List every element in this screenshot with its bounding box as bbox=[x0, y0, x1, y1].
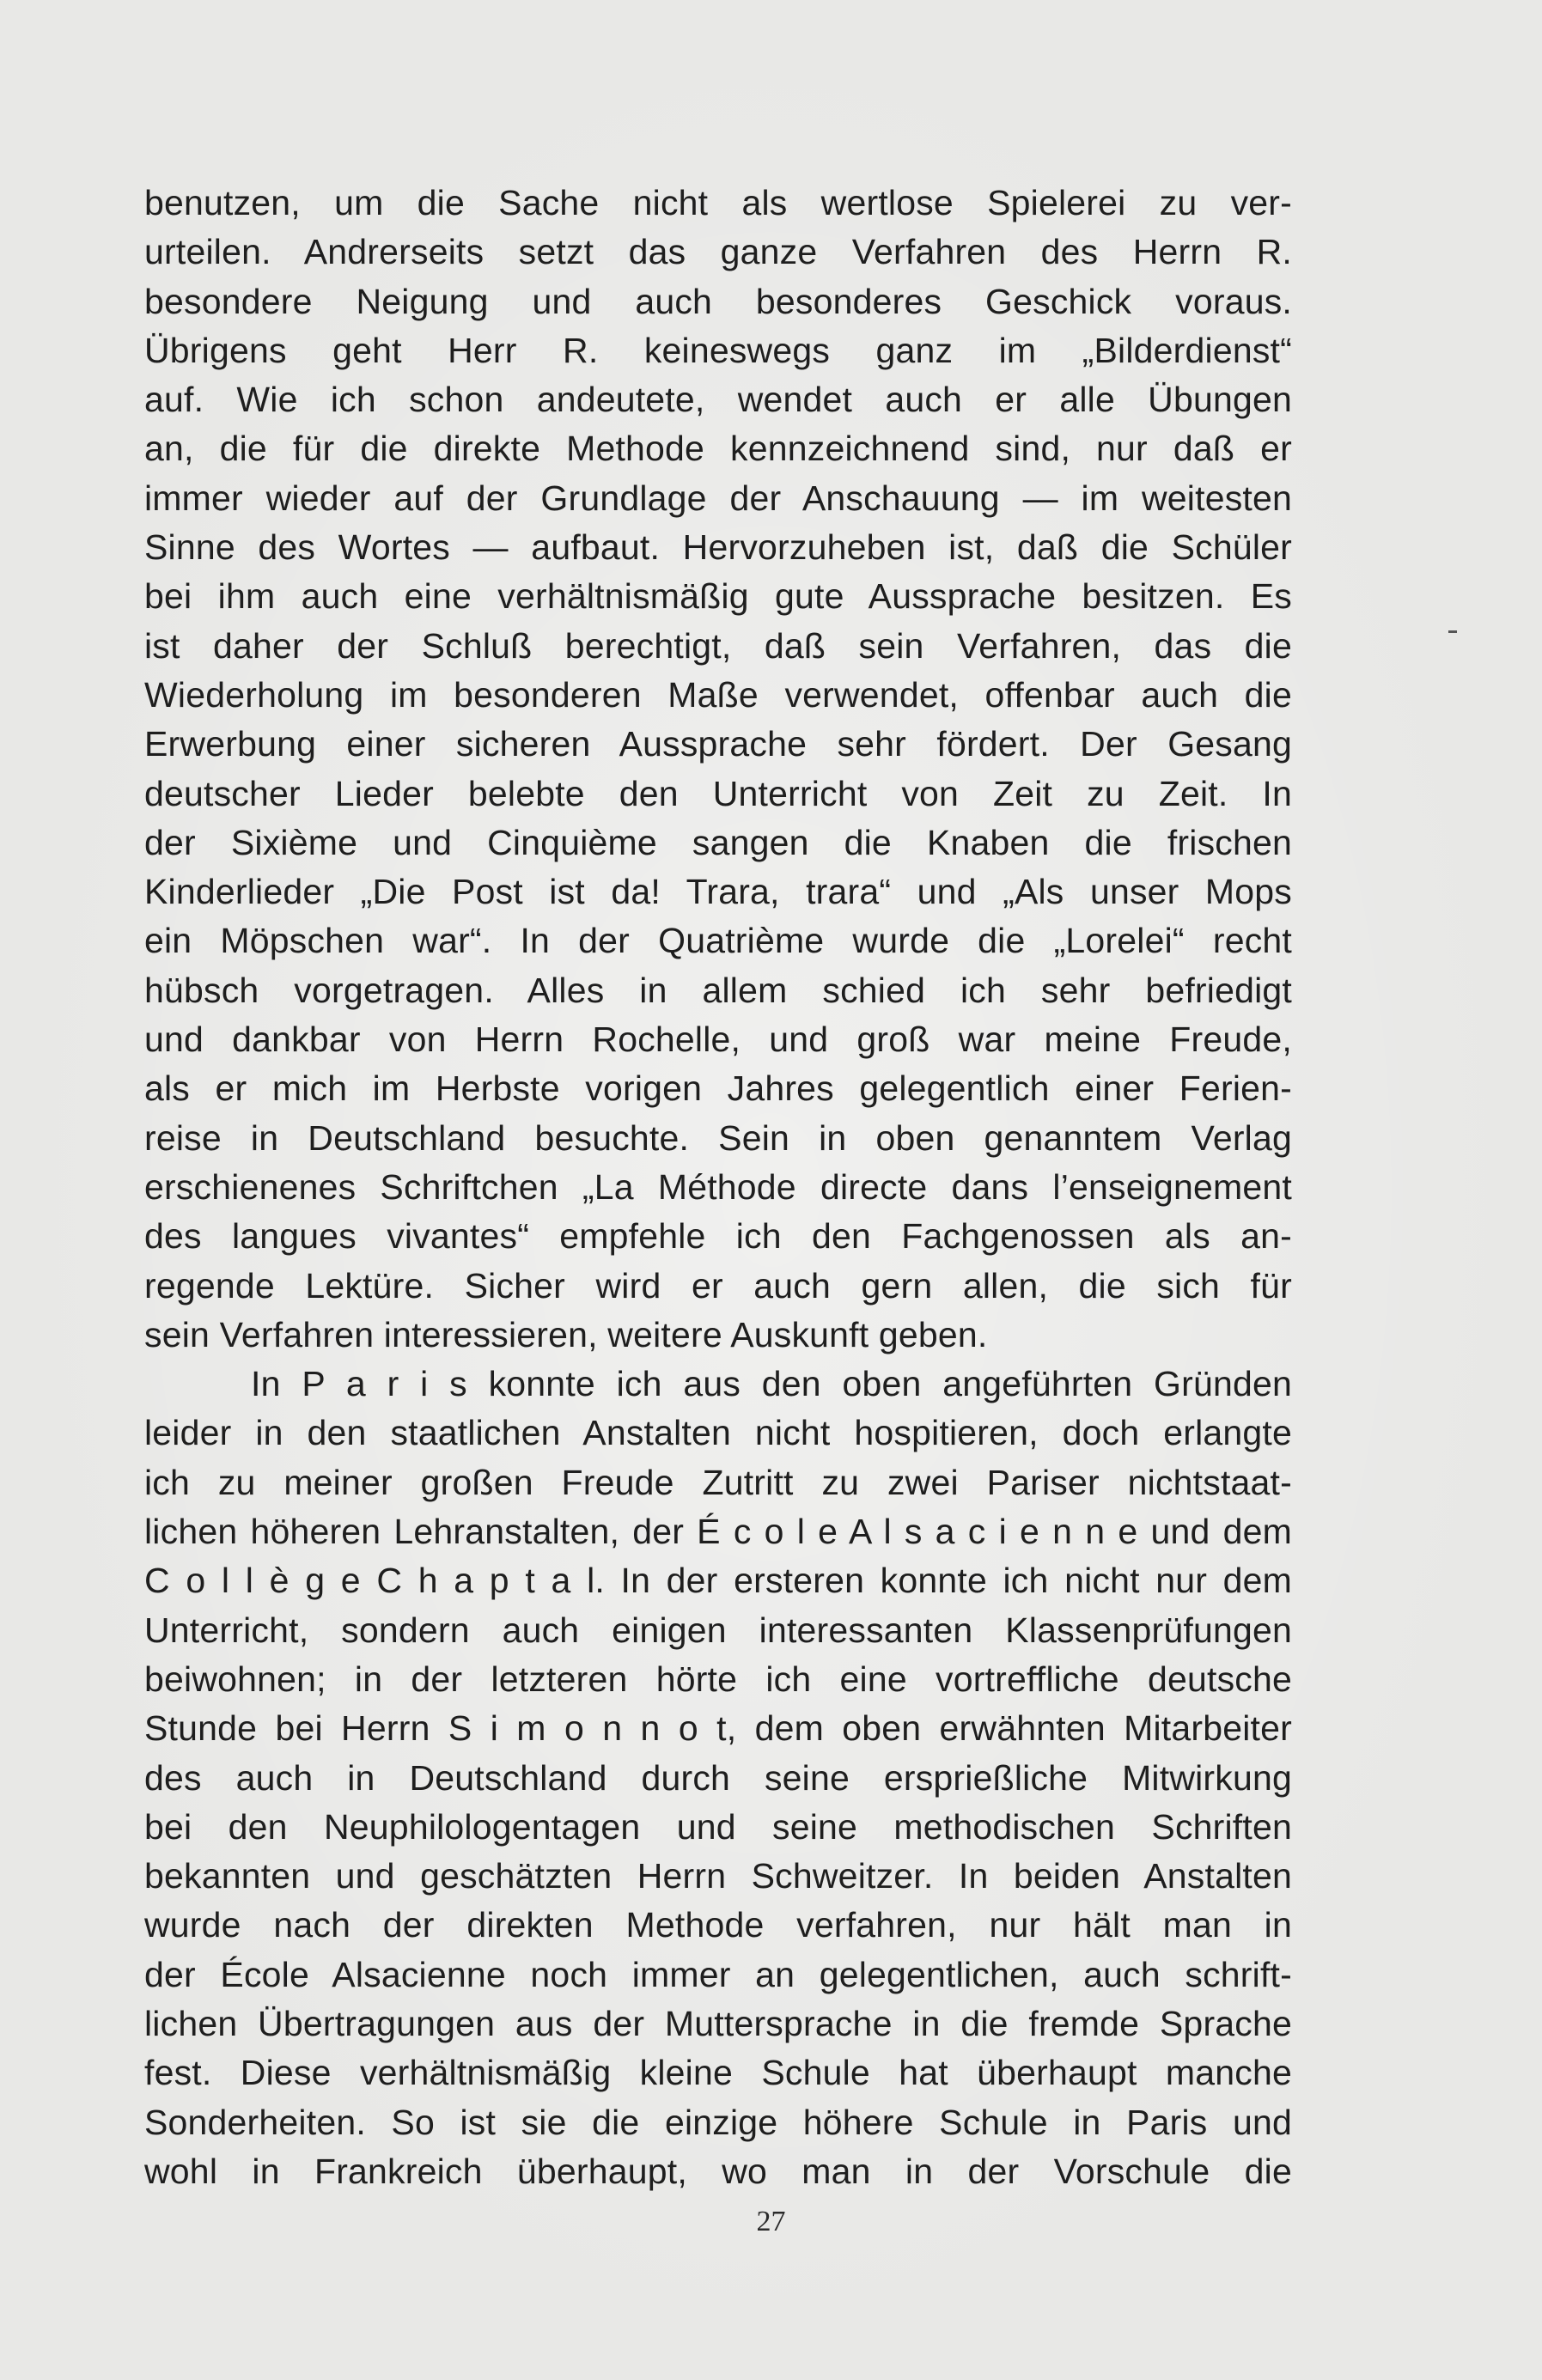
text-line: besondere Neigung und auch besonderes Geschick voraus. bbox=[144, 281, 1292, 321]
text-line: des auch in Deutschland durch seine ersprießliche Mitwirkung bbox=[144, 1757, 1292, 1798]
text-line: Übrigens geht Herr R. keineswegs ganz im „Bilderdienst“ bbox=[144, 330, 1292, 370]
text-line: Erwerbung einer sicheren Aussprache sehr fördert. Der Gesang bbox=[144, 724, 1292, 764]
page-number: 27 bbox=[756, 2206, 786, 2237]
text-line: ist daher der Schluß berechtigt, daß sein Verfahren, das die bbox=[144, 625, 1292, 666]
text-line: urteilen. Andrerseits setzt das ganze Verfahren des Herrn R. bbox=[144, 232, 1292, 272]
text-line: als er mich im Herbste vorigen Jahres gelegentlich einer Ferien- bbox=[144, 1068, 1292, 1109]
text-line: Unterricht, sondern auch einigen interessanten Klassenprüfungen bbox=[144, 1610, 1292, 1650]
text-line: lichen Übertragungen aus der Muttersprache in die fremde Sprache bbox=[144, 2003, 1292, 2043]
text-line: der École Alsacienne noch immer an gelegentlichen, auch schrift- bbox=[144, 1954, 1292, 1994]
text-line: leider in den staatlichen Anstalten nicht hospitieren, doch erlangte bbox=[144, 1413, 1292, 1453]
text-line: ich zu meiner großen Freude Zutritt zu zwei Pariser nichtstaat- bbox=[144, 1462, 1292, 1502]
text-line: und dankbar von Herrn Rochelle, und groß war meine Freude, bbox=[144, 1020, 1292, 1060]
text-line: deutscher Lieder belebte den Unterricht von Zeit zu Zeit. In bbox=[144, 773, 1292, 813]
text-line: beiwohnen; in der letzteren hörte ich eine vortreffliche deutsche bbox=[144, 1659, 1292, 1699]
text-line: benutzen, um die Sache nicht als wertlose Spielerei zu ver- bbox=[144, 183, 1292, 222]
paragraph bbox=[144, 179, 1292, 1360]
text-line: der Sixième und Cinquième sangen die Knaben die frischen bbox=[144, 822, 1292, 862]
text-line: Sonderheiten. So ist sie die einzige höhere Schule in Paris und bbox=[144, 2102, 1292, 2142]
text-line: an, die für die direkte Methode kennzeichnend sind, nur daß er bbox=[144, 429, 1292, 469]
text-line: lichen höheren Lehranstalten, der É c o l e A l s a c i e n n e und dem bbox=[144, 1512, 1292, 1552]
text-line: Kinderlieder „Die Post ist da! Trara, trara“ und „Als unser Mops bbox=[144, 872, 1292, 912]
text-line: reise in Deutschland besuchte. Sein in oben genanntem Verlag bbox=[144, 1117, 1292, 1158]
text-line: C o l l è g e C h a p t a l. In der ersteren konnte ich nicht nur dem bbox=[144, 1561, 1292, 1601]
text-line: erschienenes Schriftchen „La Méthode directe dans l’enseignement bbox=[144, 1166, 1292, 1207]
text-line: Sinne des Wortes — aufbaut. Hervorzuheben ist, daß die Schüler bbox=[144, 527, 1292, 568]
text-line: immer wieder auf der Grundlage der Anschauung — im weitesten bbox=[144, 478, 1292, 518]
text-line: auf. Wie ich schon andeutete, wendet auch er alle Übungen bbox=[144, 380, 1292, 420]
text-line: Wiederholung im besonderen Maße verwendet, offenbar auch die bbox=[144, 674, 1292, 715]
text-line: wohl in Frankreich überhaupt, wo man in der Vorschule die bbox=[144, 2151, 1292, 2191]
body-text bbox=[144, 179, 1292, 2196]
text-line: sein Verfahren interessieren, weitere Auskunft geben. bbox=[144, 1314, 988, 1354]
text-line: ein Möpschen war“. In der Quatrième wurde die „Lorelei“ recht bbox=[144, 921, 1292, 961]
text-line: Stunde bei Herrn S i m o n n o t, dem oben erwähnten Mitarbeiter bbox=[144, 1708, 1292, 1749]
margin-mark bbox=[1448, 630, 1457, 633]
text-line: hübsch vorgetragen. Alles in allem schied ich sehr befriedigt bbox=[144, 970, 1292, 1010]
text-line: bei ihm auch eine verhältnismäßig gute Aussprache besitzen. Es bbox=[144, 576, 1292, 617]
paragraph bbox=[144, 1360, 1292, 2196]
text-line: regende Lektüre. Sicher wird er auch gern allen, die sich für bbox=[144, 1265, 1292, 1306]
text-line: wurde nach der direkten Methode verfahren, nur hält man in bbox=[144, 1905, 1292, 1945]
text-line: In P a r i s konnte ich aus den oben angeführten Gründen bbox=[251, 1364, 1292, 1404]
text-line: fest. Diese verhältnismäßig kleine Schule hat überhaupt manche bbox=[144, 2053, 1292, 2093]
text-line: bei den Neuphilologentagen und seine methodischen Schriften bbox=[144, 1806, 1292, 1847]
text-line: des langues vivantes“ empfehle ich den Fachgenossen als an- bbox=[144, 1216, 1292, 1257]
text-line: bekannten und geschätzten Herrn Schweitzer. In beiden Anstalten bbox=[144, 1856, 1292, 1896]
